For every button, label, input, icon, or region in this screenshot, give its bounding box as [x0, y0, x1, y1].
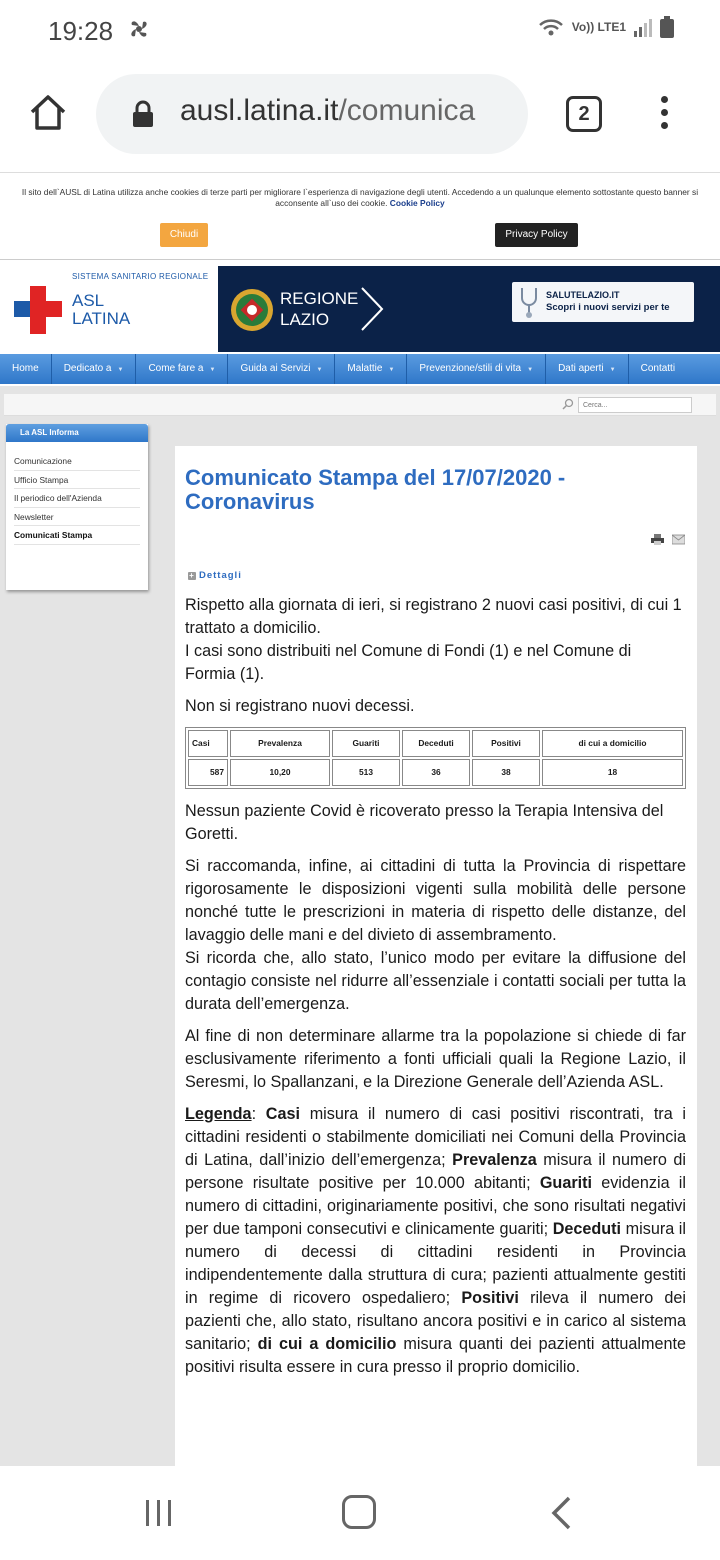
sidebar-item-ufficio-stampa[interactable]: Ufficio Stampa [14, 471, 140, 490]
nav-home[interactable]: Home [0, 354, 52, 384]
print-icon[interactable] [651, 534, 664, 545]
table-row [188, 759, 683, 786]
cookie-banner [0, 172, 720, 260]
search-input[interactable] [578, 397, 692, 413]
plus-icon: + [189, 570, 195, 580]
sidebar-item-periodico[interactable]: Il periodico dell'Azienda [14, 489, 140, 508]
article-paragraph: Al fine di non determinare allarme tra la popolazione si chiede di far esclusivamente riferimento a fonti ufficiali quali la Regione Lazio, il Seresmi, lo Spallanzani, e la Direzione Generale dell’Azienda ASL. [185, 1027, 686, 1091]
table-cell: 10,20 [230, 759, 330, 786]
sidebar [6, 424, 148, 590]
email-icon[interactable] [672, 534, 685, 545]
article-body [185, 594, 686, 1388]
details-toggle[interactable]: + Dettagli [189, 570, 242, 581]
privacy-policy-button[interactable]: Privacy Policy [495, 223, 578, 247]
chevron-down-icon: ▼ [609, 367, 616, 373]
table-header: Positivi [472, 730, 540, 757]
article-paragraph: Si raccomanda, infine, ai cittadini di tutta la Provincia di rispettare rigorosamente le disposizioni vigenti sulla mobilità delle persone nonché tutte le prescrizioni in materia di rispetto delle distanze, del lavaggio delle mani e del divieto di assembramento. Si ricorda che, allo stato, l’unico modo per evitare la diffusione del contagio consiste nel ridurre all’essenziale i contatti sociali per tutta la durata dell’emergenza. [185, 857, 686, 1013]
status-bar [0, 0, 720, 62]
search-icon[interactable] [562, 398, 574, 410]
table-cell: 513 [332, 759, 400, 786]
asl-name: ASL LATINA [72, 291, 131, 328]
table-cell: 18 [542, 759, 683, 786]
sidebar-list [6, 442, 148, 545]
regione-emblem-icon [230, 288, 274, 332]
browser-toolbar [0, 62, 720, 170]
tab-switcher-button[interactable]: 2 [566, 96, 602, 132]
cookie-text: Il sito dell`AUSL di Latina utilizza anche cookies di terze parti per migliorare l`esperienza di navigazione degli utenti. Accedendo a un qualunque elemento sottostante questo banner si acconsente all`uso dei cookie. Cookie Policy [21, 187, 699, 208]
table-cell: 38 [472, 759, 540, 786]
regione-name: REGIONE LAZIO [280, 289, 359, 329]
table-header-row [188, 730, 683, 757]
system-home-button[interactable] [342, 1495, 376, 1529]
site-header [0, 262, 720, 354]
chevron-down-icon: ▼ [388, 367, 395, 373]
stats-table [185, 727, 686, 789]
nav-dati-aperti[interactable]: Dati aperti ▼ [546, 354, 629, 384]
more-menu-icon[interactable] [654, 96, 674, 136]
sidebar-item-comunicazione[interactable]: Comunicazione [14, 452, 140, 471]
home-icon[interactable] [28, 92, 68, 132]
nav-dedicato-a[interactable]: Dedicato a ▼ [52, 354, 137, 384]
regione-lazio-banner[interactable] [218, 266, 720, 352]
asl-cross-logo[interactable] [14, 286, 62, 334]
nav-malattie[interactable]: Malattie ▼ [335, 354, 407, 384]
signal-indicators [538, 16, 674, 38]
search-bar [4, 394, 716, 416]
table-header: Deceduti [402, 730, 470, 757]
table-header: di cui a domicilio [542, 730, 683, 757]
page-body [0, 386, 720, 1466]
battery-icon [660, 16, 674, 38]
salutelazio-ad[interactable]: SALUTELAZIO.IT Scopri i nuovi servizi per te [512, 282, 694, 322]
article-paragraph: Non si registrano nuovi decessi. [185, 697, 415, 715]
chevron-down-icon: ▼ [527, 367, 534, 373]
article-paragraph: Nessun paziente Covid è ricoverato presso la Terapia Intensiva del Goretti. [185, 802, 664, 843]
article-tools [651, 534, 685, 545]
lock-icon [132, 100, 154, 128]
fan-icon [126, 16, 152, 42]
nav-prevenzione[interactable]: Prevenzione/stili di vita ▼ [407, 354, 546, 384]
chevron-down-icon: ▼ [117, 367, 124, 373]
table-cell: 587 [188, 759, 228, 786]
nav-contatti[interactable]: Contatti [640, 363, 676, 374]
cell-signal-icon [634, 17, 652, 37]
recent-apps-icon[interactable] [144, 1498, 174, 1528]
system-nav-bar [0, 1466, 720, 1560]
asl-subtitle: SISTEMA SANITARIO REGIONALE [72, 272, 209, 281]
table-header: Casi [188, 730, 228, 757]
table-header: Guariti [332, 730, 400, 757]
cookie-policy-link[interactable]: Cookie Policy [389, 198, 445, 208]
chevron-down-icon: ▼ [209, 367, 216, 373]
url-text [180, 94, 475, 128]
sidebar-item-comunicati-stampa[interactable]: Comunicati Stampa [14, 526, 140, 545]
sidebar-title: La ASL Informa [6, 424, 148, 442]
table-header: Prevalenza [230, 730, 330, 757]
article-title: Comunicato Stampa del 17/07/2020 - Coronavirus [185, 465, 566, 514]
address-bar[interactable] [96, 74, 528, 154]
url-path: /comunica [338, 94, 476, 127]
nav-come-fare-a[interactable]: Come fare a ▼ [136, 354, 228, 384]
table-cell: 36 [402, 759, 470, 786]
status-time: 19:28 [48, 16, 114, 46]
network-label: Vo)) LTE1 [571, 20, 626, 34]
url-host: ausl.latina.it [180, 94, 339, 127]
article-paragraph: Rispetto alla giornata di ieri, si registrano 2 nuovi casi positivi, di cui 1 trattato a domicilio. I casi sono distribuiti nel Comune di Fondi (1) e nel Comune di Formia (1). [185, 596, 682, 683]
article-container [175, 446, 697, 1466]
nav-guida-servizi[interactable]: Guida ai Servizi ▼ [228, 354, 335, 384]
back-icon[interactable] [550, 1496, 572, 1530]
wifi-icon [538, 17, 564, 37]
cookie-close-button[interactable]: Chiudi [160, 223, 208, 247]
chevron-down-icon: ▼ [316, 367, 323, 373]
legend-paragraph: Legenda: Casi misura il numero di casi positivi riscontrati, tra i cittadini residenti o stabilmente domiciliati nei Comuni della Provincia di Latina, dall’inizio dell’emergenza; Prevalenza misura il numero di persone risultate positive per 10.000 abitanti; Guariti evidenzia il numero di cittadini, originariamente positivi, che sono risultati negativi per due tamponi consecutivi e clinicamente guariti; Deceduti misura il numero di decessi di cittadini residenti in Provincia indipendentemente dalla struttura di cura; pazienti attualmente gestiti in regime di ricovero ospedaliero; Positivi rileva il numero dei pazienti che, allo stato, risultano ancora positivi e in carico al sistema sanitario; di cui a domicilio misura quanti dei pazienti attualmente positivi risulta essere in cura presso il proprio domicilio. [185, 1105, 687, 1376]
chevron-right-icon [360, 286, 384, 332]
sidebar-item-newsletter[interactable]: Newsletter [14, 508, 140, 527]
main-nav [0, 354, 720, 384]
stethoscope-icon [516, 286, 542, 318]
